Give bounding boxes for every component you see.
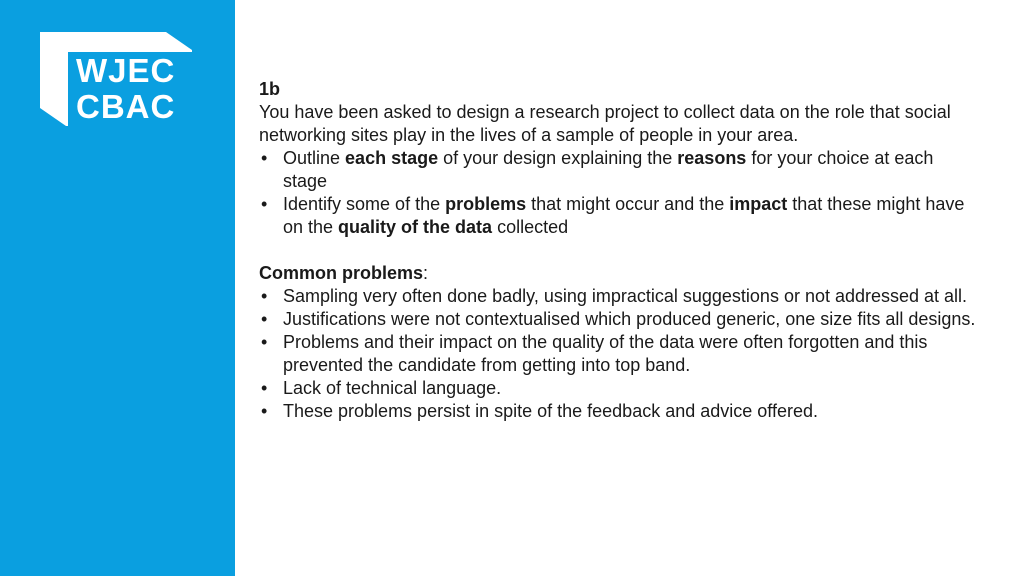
wjec-cbac-logo [40,32,192,126]
problems-heading-colon: : [423,263,429,283]
bullet-text: for your choice at each stage [283,148,934,191]
logo-text-line1: WJEC [76,52,176,89]
spacer [259,239,979,262]
bullet-text: that these might have on the [283,194,965,237]
sidebar-panel [0,0,235,576]
question-bullet-1 [259,147,979,193]
bullet-text: Outline [283,148,346,168]
bullet-text: collected [492,217,569,237]
question-bullets [259,147,979,239]
problems-list [259,285,979,423]
problem-item: • Lack of technical language. [259,377,979,400]
slide-content [259,78,979,423]
problem-item: • Justifications were not contextualised which produced generic, one size fits all designs. [259,308,979,331]
bullet-bold-text: impact [729,194,788,214]
problem-item: • Problems and their impact on the quality of the data were often forgotten and this prevented the candidate from getting into top band. [259,331,979,377]
question-bullet-2 [259,193,979,239]
problems-heading-line [259,262,979,285]
logo-text-line2: CBAC [76,88,176,125]
question-prompt: You have been asked to design a research project to collect data on the role that social networking sites play in the lives of a sample of people in your area. [259,102,951,145]
logo-graphic [40,32,192,126]
problems-heading: Common problems [259,263,424,283]
bullet-bold-text: problems [445,194,527,214]
problem-item: • These problems persist in spite of the feedback and advice offered. [259,400,979,423]
problem-item: • Sampling very often done badly, using impractical suggestions or not addressed at all. [259,285,979,308]
bullet-text: of your design explaining the [438,148,678,168]
bullet-text: Identify some of the [283,194,446,214]
bullet-text: that might occur and the [526,194,730,214]
bullet-bold-text: quality of the data [338,217,493,237]
bullet-bold-text: each stage [345,148,439,168]
question-number: 1b [259,79,281,99]
bullet-bold-text: reasons [677,148,747,168]
